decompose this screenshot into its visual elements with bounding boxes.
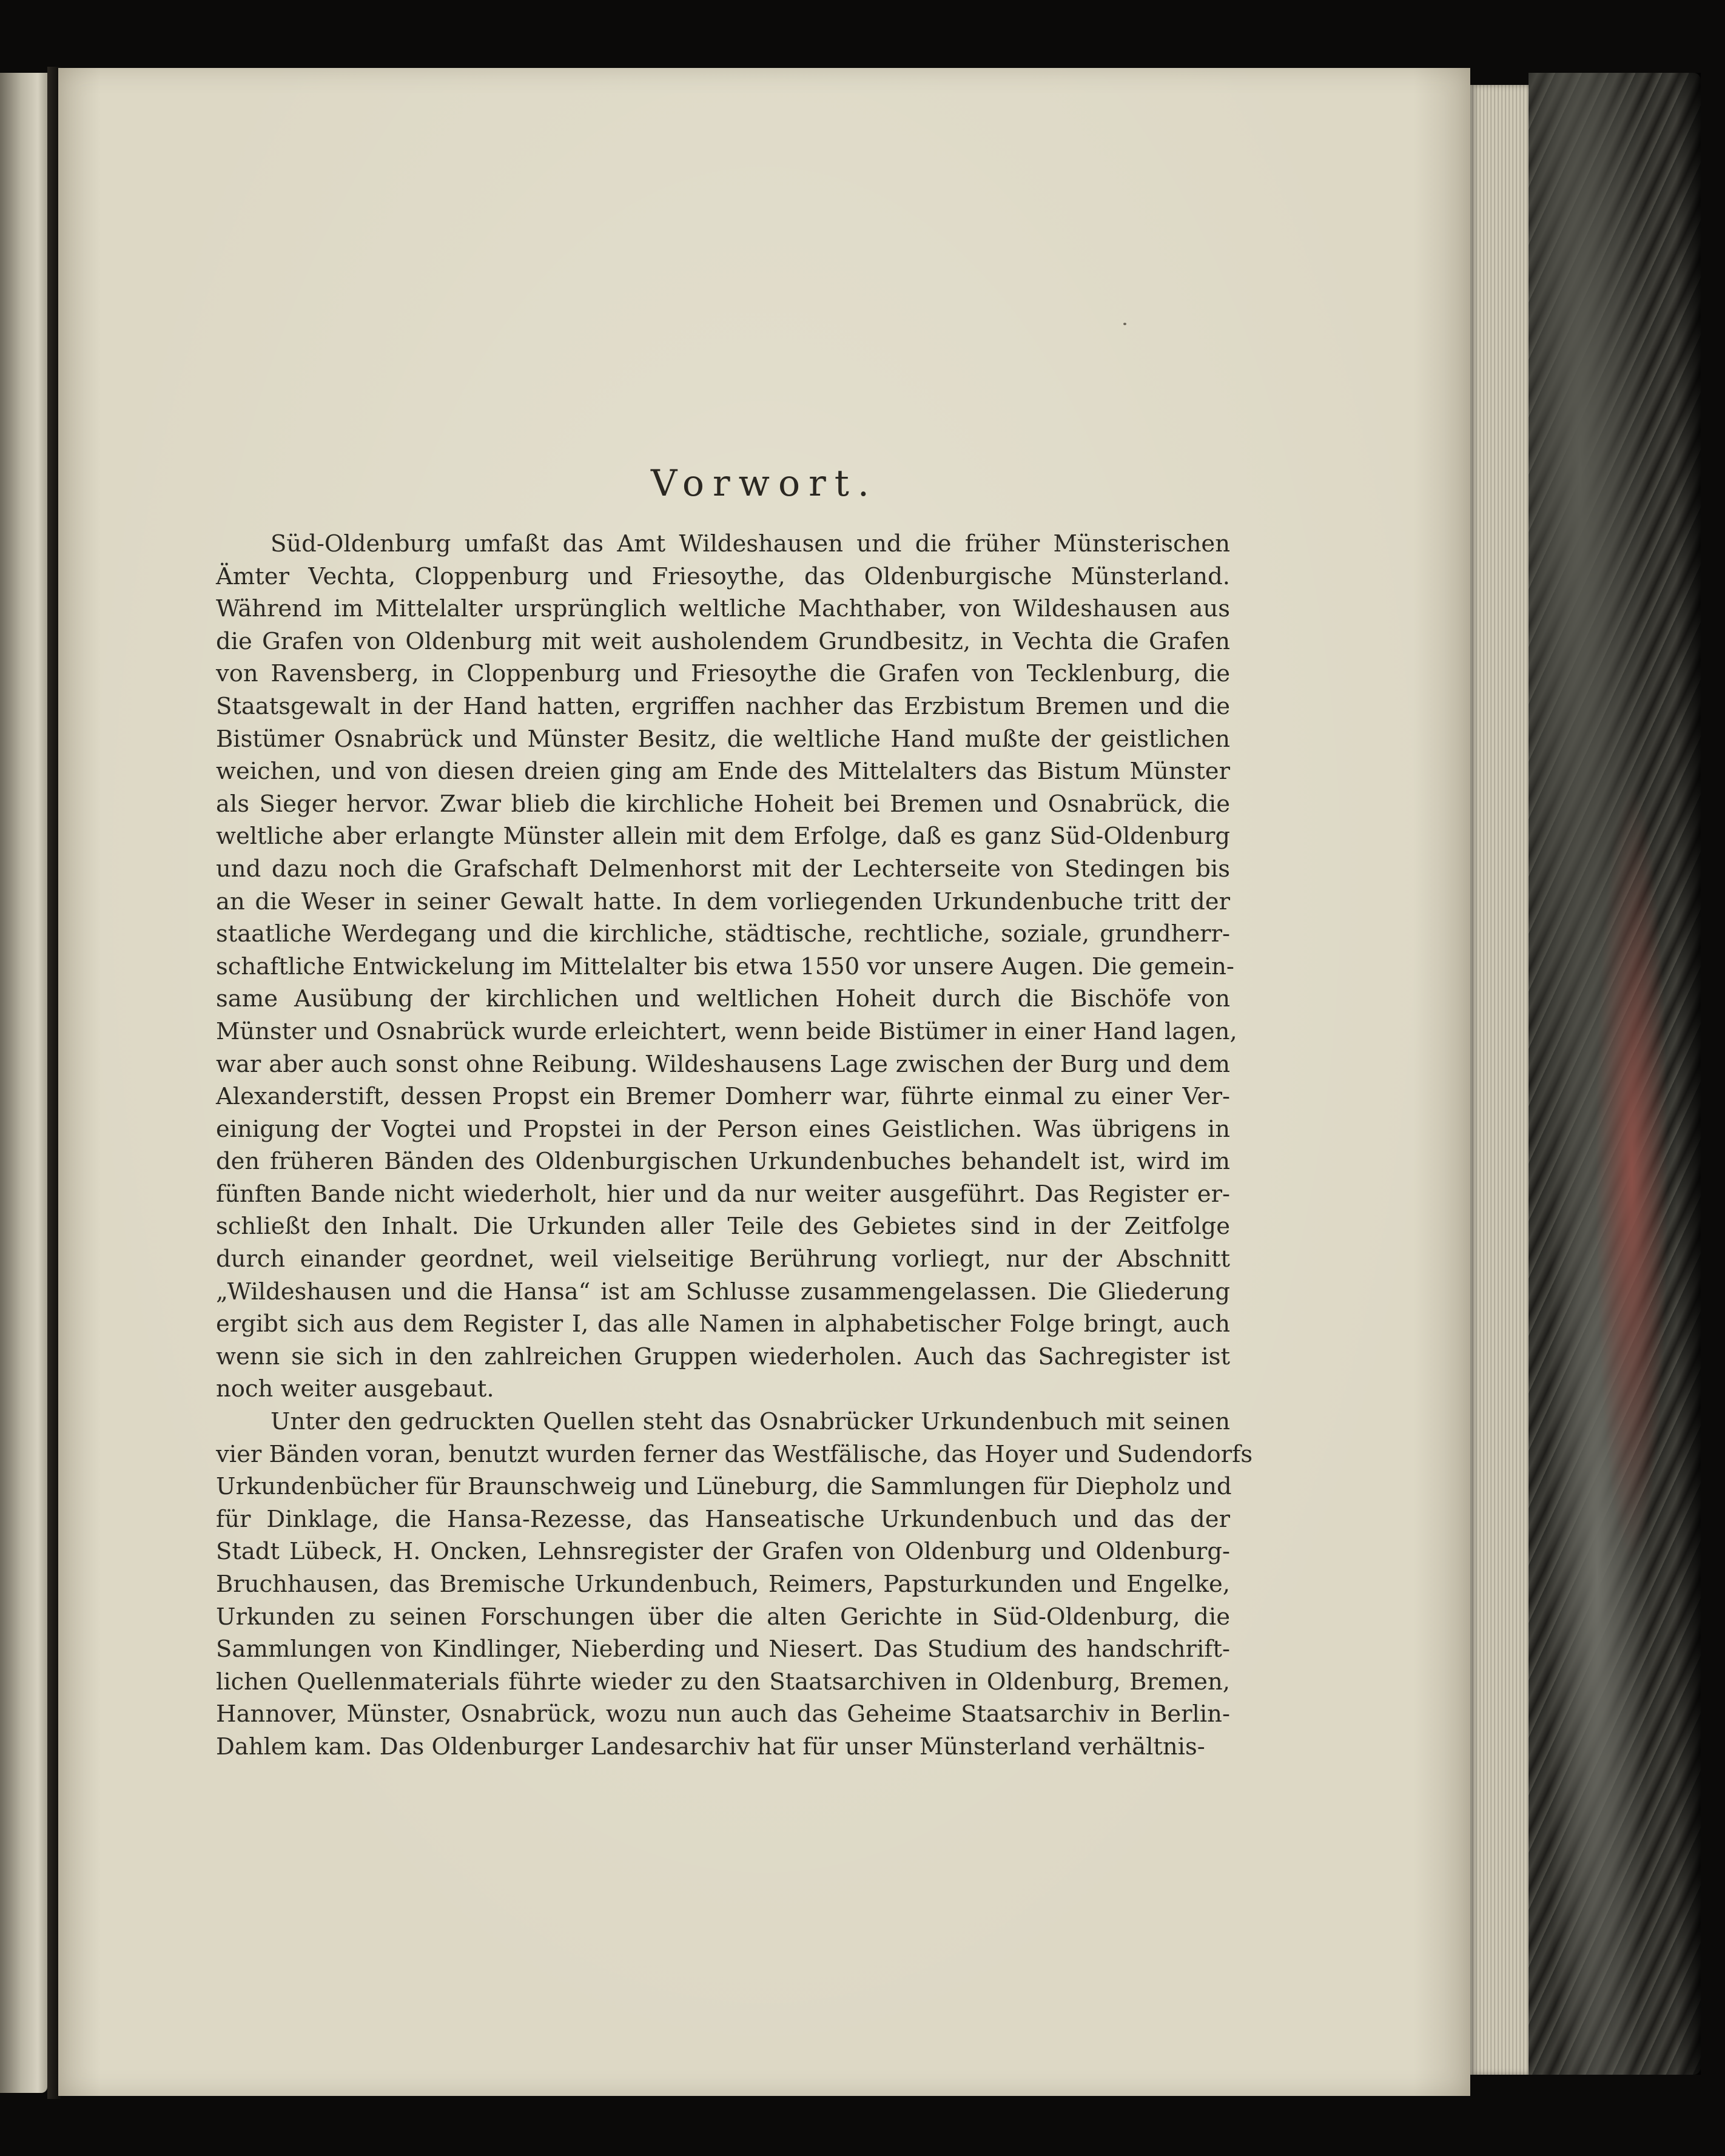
paragraph (216, 1406, 1253, 1764)
text-line: die Grafen von Oldenburg mit weit ausholendem Grundbesitz, in Vechta die Grafen (216, 627, 1230, 655)
text-line: von Ravensberg, in Cloppenburg und Friesoythe die Grafen von Tecklenburg, die (216, 660, 1230, 688)
text-line: lichen Quellenmaterials führte wieder zu den Staatsarchiven in Oldenburg, Bremen, (216, 1668, 1230, 1696)
paragraph (216, 528, 1237, 1406)
text-line: für Dinklage, die Hansa-Rezesse, das Hanseatische Urkundenbuch und das der (216, 1505, 1230, 1533)
text-line: schließt den Inhalt. Die Urkunden aller Teile des Gebietes sind in der Zeitfolge (216, 1213, 1230, 1241)
page-title: Vorwort. (651, 462, 878, 505)
text-line: und dazu noch die Grafschaft Delmenhorst mit der Lechterseite von Stedingen bis (216, 855, 1230, 883)
text-line: ergibt sich aus dem Register I, das alle Namen in alphabetischer Folge bringt, auch (216, 1310, 1230, 1338)
paper-speck (1123, 323, 1126, 325)
text-line: als Sieger hervor. Zwar blieb die kirchliche Hoheit bei Bremen und Osnabrück, die (216, 790, 1230, 818)
text-line: einigung der Vogtei und Propstei in der Person eines Geistlichen. Was übrigens in (216, 1115, 1230, 1143)
text-line: same Ausübung der kirchlichen und weltlichen Hoheit durch die Bischöfe von (216, 985, 1230, 1013)
text-line: Stadt Lübeck, H. Oncken, Lehnsregister der Grafen von Oldenburg und Oldenburg- (216, 1538, 1230, 1566)
page-edges (1470, 85, 1528, 2075)
body-text (216, 528, 1253, 1764)
text-line: schaftliche Entwickelung im Mittelalter bis etwa 1550 vor unsere Augen. Die gemein- (216, 952, 1234, 980)
text-line: „Wildeshausen und die Hansa“ ist am Schlusse zusammengelassen. Die Gliederung (216, 1278, 1230, 1305)
text-line: Dahlem kam. Das Oldenburger Landesarchiv hat für unser Münsterland verhältnis- (216, 1733, 1205, 1760)
text-line: den früheren Bänden des Oldenburgischen Urkundenbuches behandelt ist, wird im (216, 1148, 1230, 1176)
text-line: staatliche Werdegang und die kirchliche, städtische, rechtliche, soziale, grundherr- (216, 920, 1230, 948)
text-line: weichen, und von diesen dreien ging am Ende des Mittelalters das Bistum Münster (216, 758, 1230, 786)
text-line: vier Bänden voran, benutzt wurden ferner das Westfälische, das Hoyer und Sudendorfs (216, 1440, 1253, 1468)
text-line: Süd-Oldenburg umfaßt das Amt Wildeshausen und die früher Münsterischen (271, 530, 1230, 558)
text-line: Münster und Osnabrück wurde erleichtert, wenn beide Bistümer in einer Hand lagen, (216, 1017, 1237, 1045)
text-line: war aber auch sonst ohne Reibung. Wildeshausens Lage zwischen der Burg und dem (216, 1050, 1230, 1078)
text-line: noch weiter ausgebaut. (216, 1375, 494, 1403)
marbled-book-cover (1528, 73, 1701, 2075)
text-line: Urkundenbücher für Braunschweig und Lüneburg, die Sammlungen für Diepholz und (216, 1473, 1232, 1501)
text-line: Hannover, Münster, Osnabrück, wozu nun auch das Geheime Staatsarchiv in Berlin- (216, 1700, 1230, 1728)
text-line: Alexanderstift, dessen Propst ein Bremer Domherr war, führte einmal zu einer Ver- (216, 1083, 1230, 1111)
text-line: Während im Mittelalter ursprünglich weltliche Machthaber, von Wildeshausen aus (216, 595, 1230, 623)
text-line: durch einander geordnet, weil vielseitige Berührung vorliegt, nur der Abschnitt (216, 1245, 1230, 1273)
text-line: Urkunden zu seinen Forschungen über die alten Gerichte in Süd-Oldenburg, die (216, 1603, 1230, 1631)
text-line: Bruchhausen, das Bremische Urkundenbuch, Reimers, Papsturkunden und Engelke, (216, 1571, 1230, 1598)
text-line: Unter den gedruckten Quellen steht das Osnabrücker Urkundenbuch mit seinen (271, 1408, 1230, 1436)
text-line: Ämter Vechta, Cloppenburg und Friesoythe, das Oldenburgische Münsterland. (216, 562, 1230, 590)
text-line: Staatsgewalt in der Hand hatten, ergriffen nachher das Erzbistum Bremen und die (216, 692, 1230, 720)
text-line: Bistümer Osnabrück und Münster Besitz, die weltliche Hand mußte der geistlichen (216, 725, 1230, 753)
text-line: weltliche aber erlangte Münster allein mit dem Erfolge, daß es ganz Süd-Oldenburg (216, 823, 1230, 851)
left-page-edge (0, 73, 47, 2093)
text-line: Sammlungen von Kindlinger, Nieberding und Niesert. Das Studium des handschrift- (216, 1636, 1230, 1663)
text-line: fünften Bande nicht wiederholt, hier und da nur weiter ausgeführt. Das Register er- (216, 1180, 1230, 1208)
text-line: wenn sie sich in den zahlreichen Gruppen wiederholen. Auch das Sachregister ist (216, 1342, 1230, 1370)
text-line: an die Weser in seiner Gewalt hatte. In dem vorliegenden Urkundenbuche tritt der (216, 888, 1230, 915)
